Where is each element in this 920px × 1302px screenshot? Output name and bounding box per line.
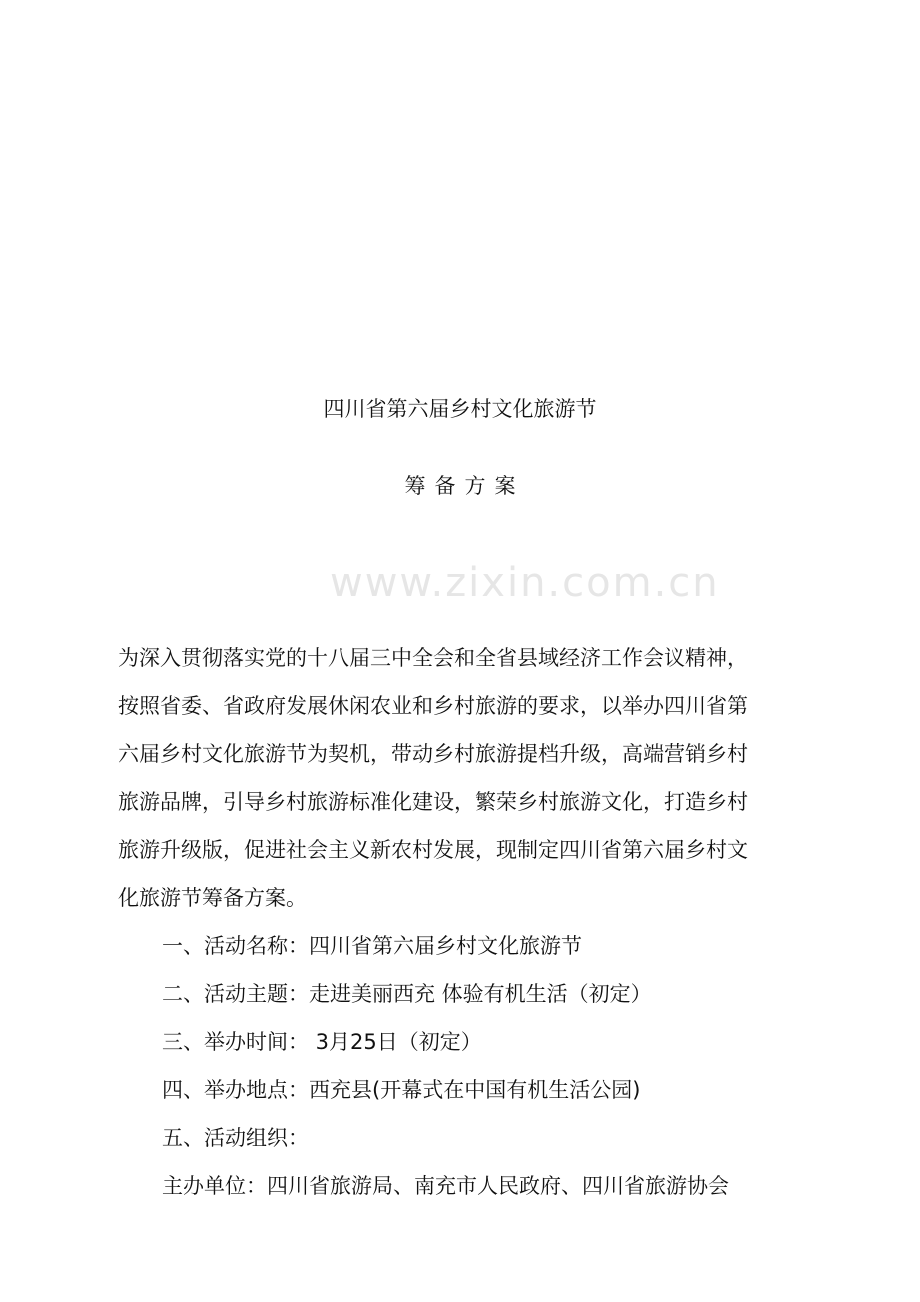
intro-line: 化旅游节筹备方案。 [118, 886, 307, 910]
intro-line: 按照省委、省政府发展休闲农业和乡村旅游的要求，以举办四川省第 [118, 694, 748, 718]
document-title: 四川省第六届乡村文化旅游节 [323, 397, 597, 421]
item-activity-time: 三、举办时间： 3月25日（初定） [162, 1030, 482, 1054]
item-activity-theme: 二、活动主题：走进美丽西充 体验有机生活（初定） [162, 982, 652, 1006]
watermark: www.zixin.com.cn [330, 560, 720, 606]
document-body [118, 634, 798, 1210]
item-host-units: 主办单位：四川省旅游局、南充市人民政府、四川省旅游协会 [162, 1174, 729, 1198]
item-activity-name: 一、活动名称：四川省第六届乡村文化旅游节 [162, 934, 582, 958]
document-subtitle: 筹备方案 [404, 474, 525, 498]
intro-line: 旅游升级版，促进社会主义新农村发展，现制定四川省第六届乡村文 [118, 838, 748, 862]
intro-line: 为深入贯彻落实党的十八届三中全会和全省县域经济工作会议精神， [118, 646, 748, 670]
item-activity-organization: 五、活动组织： [162, 1126, 309, 1150]
intro-line: 六届乡村文化旅游节为契机，带动乡村旅游提档升级，高端营销乡村 [118, 742, 748, 766]
item-activity-location: 四、举办地点：西充县(开幕式在中国有机生活公园) [162, 1078, 641, 1102]
intro-line: 旅游品牌，引导乡村旅游标准化建设，繁荣乡村旅游文化，打造乡村 [118, 790, 748, 814]
